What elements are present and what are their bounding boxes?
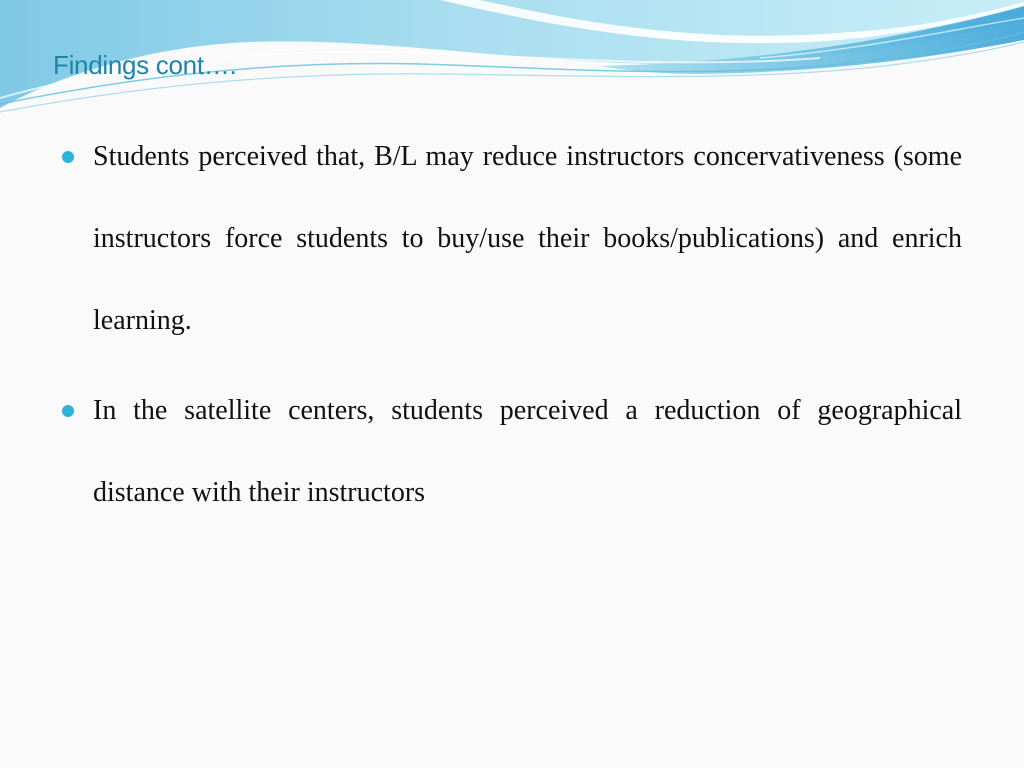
bullet-dot-icon xyxy=(62,405,74,417)
bullet-dot-icon xyxy=(62,151,74,163)
slide-title: Findings cont…. xyxy=(53,50,237,80)
bullet-text: Students perceived that, B/L may reduce instructors concervativeness (some instructors force students to buy/use their books/publications) and enrich learning. xyxy=(93,141,962,336)
bullet-text: In the satellite centers, students perceived a reduction of geographical distance with their instructors xyxy=(93,395,962,508)
bullet-item xyxy=(62,116,962,362)
bullet-item xyxy=(62,370,962,534)
bullet-list xyxy=(62,116,962,542)
